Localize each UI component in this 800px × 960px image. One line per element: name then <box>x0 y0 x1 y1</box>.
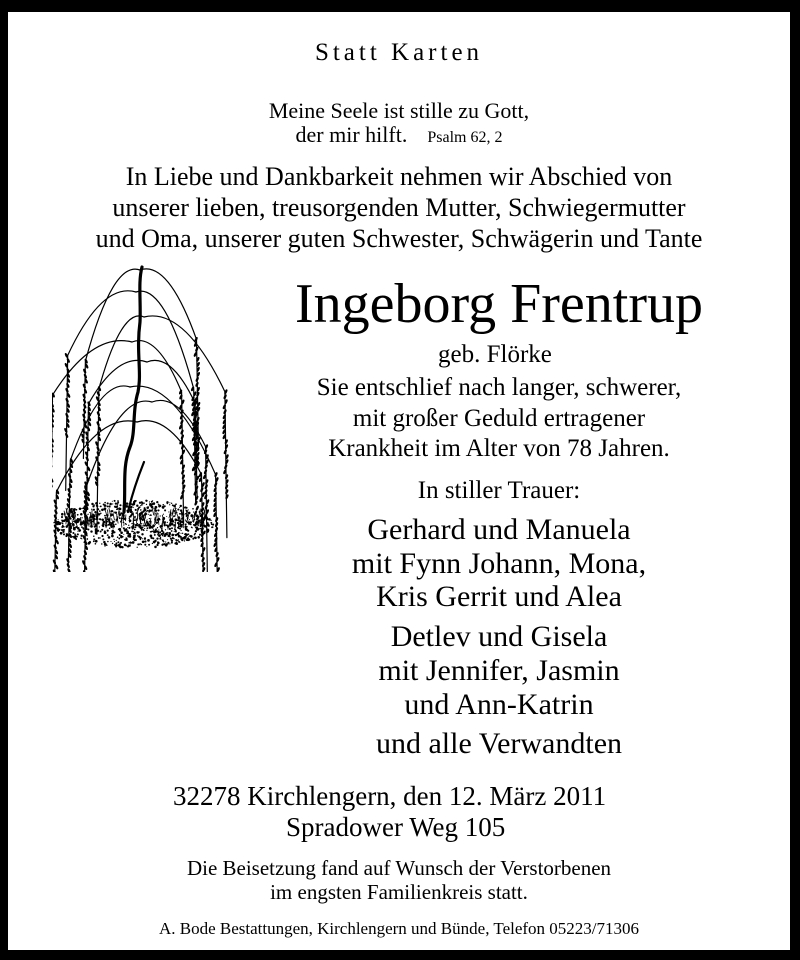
family-line-1: Gerhard und Manuela <box>367 513 631 546</box>
cause-line-2: mit großer Geduld ertragener <box>352 405 646 432</box>
weeping-willow-tree-image <box>52 262 232 572</box>
undertaker-info: A. Bode Bestattungen, Kirchlengern und Bünde, Telefon 05223/71306 <box>158 919 640 938</box>
family-line-3: Kris Gerrit und Alea <box>376 580 622 613</box>
family-line-6: und Ann-Katrin <box>404 688 594 721</box>
verse-line-1: Meine Seele ist stille zu Gott, <box>268 98 530 123</box>
address: Spradower Weg 105 <box>286 812 506 842</box>
family-line-2: mit Fynn Johann, Mona, <box>351 547 647 580</box>
burial-line-2: im engsten Familienkreis statt. <box>270 880 528 904</box>
cause-line-3: Krankheit im Alter von 78 Jahren. <box>328 435 670 462</box>
verse-reference: Psalm 62, 2 <box>427 129 503 146</box>
verse-line-2-text: der mir hilft. <box>295 122 408 147</box>
maiden-name: geb. Flörke <box>438 341 552 368</box>
deceased-name: Ingeborg Frentrup <box>295 273 703 335</box>
place-and-date: 32278 Kirchlengern, den 12. März 2011 <box>173 781 607 811</box>
family-line-5: mit Jennifer, Jasmin <box>378 654 620 687</box>
burial-line-1: Die Beisetzung fand auf Wunsch der Verstorbenen <box>186 856 612 880</box>
family-line-4: Detlev und Gisela <box>390 620 608 653</box>
intro-line-1: In Liebe und Dankbarkeit nehmen wir Abschied von <box>125 162 673 191</box>
intro-line-3: und Oma, unserer guten Schwester, Schwägerin und Tante <box>95 224 703 253</box>
mourning-label: In stiller Trauer: <box>417 477 581 504</box>
verse-line-2 <box>8 124 790 146</box>
cause-line-1: Sie entschlief nach langer, schwerer, <box>316 374 682 401</box>
family-line-7: und alle Verwandten <box>375 727 623 760</box>
intro-line-2: unserer lieben, treusorgenden Mutter, Schwiegermutter <box>112 193 686 222</box>
header-statt-karten: Statt Karten <box>314 39 484 66</box>
